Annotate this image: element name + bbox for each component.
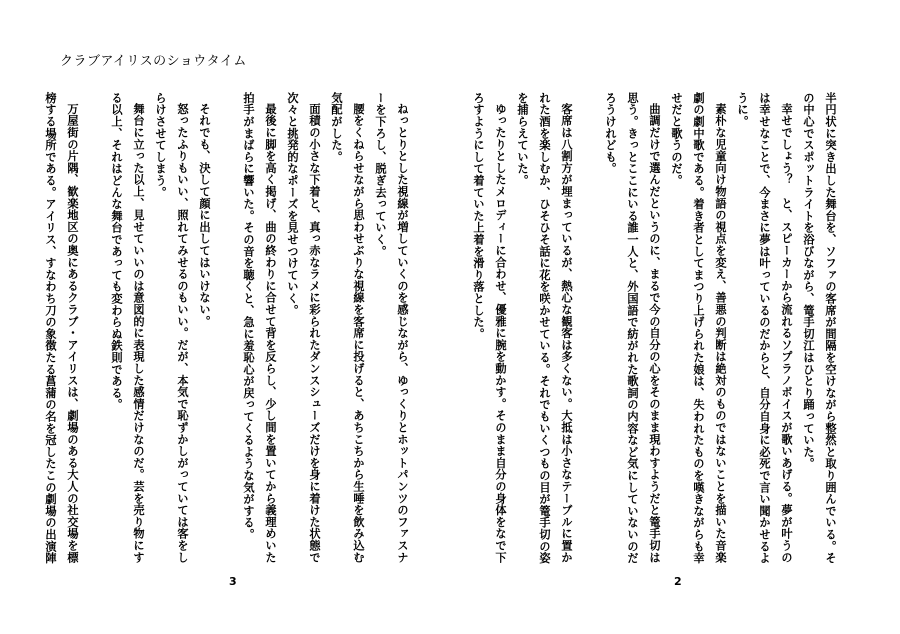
left-page-text bbox=[44, 92, 413, 572]
paragraph: ゆったりとしたメロディーに合わせ、優雅に腕を動かす。そのまま自分の身体をなで下ろすようにして着ていた上着を滑り落とした。 bbox=[472, 92, 507, 564]
running-title: クラブアイリスのショウタイム bbox=[60, 54, 247, 69]
paragraph: ねっとりとした視線が増していくのを感じながら、ゆっくりとホットパンツのファスナーを下ろし、脱ぎ去っていく。 bbox=[374, 92, 409, 564]
blank-line bbox=[83, 92, 105, 572]
left-page bbox=[44, 92, 413, 572]
paragraph: 幸せでしょう？ と、スピーカーから流れるソプラノボイスが歌いあげる。夢が叶うのは幸せなことで、今まさに夢は叶っているのだからと、自分自身に必死で言い聞かせるように。 bbox=[736, 92, 793, 564]
paragraph: 素朴な児童向け物語の視点を変え、善悪の判断は絶対のものではないことを描いた音楽劇の劇中歌である。着き者としてまつり上げられた娘は、失われたものを嘆きながらも幸せだと歌うのだ。 bbox=[670, 92, 727, 564]
paragraph: それでも、決して顔に出してはいけない。 bbox=[198, 103, 211, 328]
blank-line bbox=[215, 92, 237, 572]
paragraph: 客席は八割方が埋まっているが、熱心な観客は多くない。大抵は小さなテーブルに置かれた酒を楽しむか、ひそひそ話に花を咲かせている。それでもいくつもの目が篭手切の姿を捕らえていた。 bbox=[516, 92, 573, 564]
page-number: 3 bbox=[229, 575, 237, 588]
paragraph: 腰をくねらせながら思わせぶりな視線を客席に投げると、あちこちから生唾を飲み込む気配がした。 bbox=[330, 92, 365, 564]
paragraph: 万屋街の片隅、歓楽地区の奥にあるクラブ・アイリスは、劇場のある大人の社交場を標榜する場所である。アイリス、すなわち刀の象徴たる菖蒲の名を冠したこの劇場の出演陣 bbox=[44, 92, 79, 564]
right-page-text bbox=[472, 92, 841, 572]
paragraph: 怒ったふりもいい、照れてみせるのもいい。だが、本気で恥ずかしがっていては客をしらけさせてしまう。 bbox=[154, 92, 189, 564]
paragraph: 曲調だけで選んだというのに、まるで今の自分の心をそのまま現わすようだと篭手切は思う。きっとここにいる誰一人と、外国語で紡がれた歌詞の内容など気にしていないのだろうけれども。 bbox=[604, 92, 661, 564]
paragraph: 舞台に立った以上、見せていいのは意図的に表現した感情だけなのだ。芸を売り物にする以上、それはどんな舞台であっても変わらぬ鉄則である。 bbox=[110, 92, 145, 564]
page-number: 2 bbox=[674, 575, 682, 588]
paragraph: 半円状に突き出した舞台を、ソファの客席が間隔を空けながら整然と取り囲んでいる。その中心でスポットライトを浴びながら、篭手切江はひとり踊っていた。 bbox=[802, 92, 837, 564]
paragraph: 面積の小さな下着と、真っ赤なラメに彩られたダンスシューズだけを身に着けた状態で次々と挑発的なポーズを見せつけていく。 bbox=[286, 92, 321, 564]
blank-line bbox=[577, 92, 599, 572]
paragraph: 最後に脚を高く掲げ、曲の終わりに合せて背を反らし、少し間を置いてから義理めいた拍手がまばらに響いた。その音を聴くと、急に羞恥心が戻ってくるような気がする。 bbox=[242, 92, 277, 564]
right-page bbox=[472, 92, 841, 572]
